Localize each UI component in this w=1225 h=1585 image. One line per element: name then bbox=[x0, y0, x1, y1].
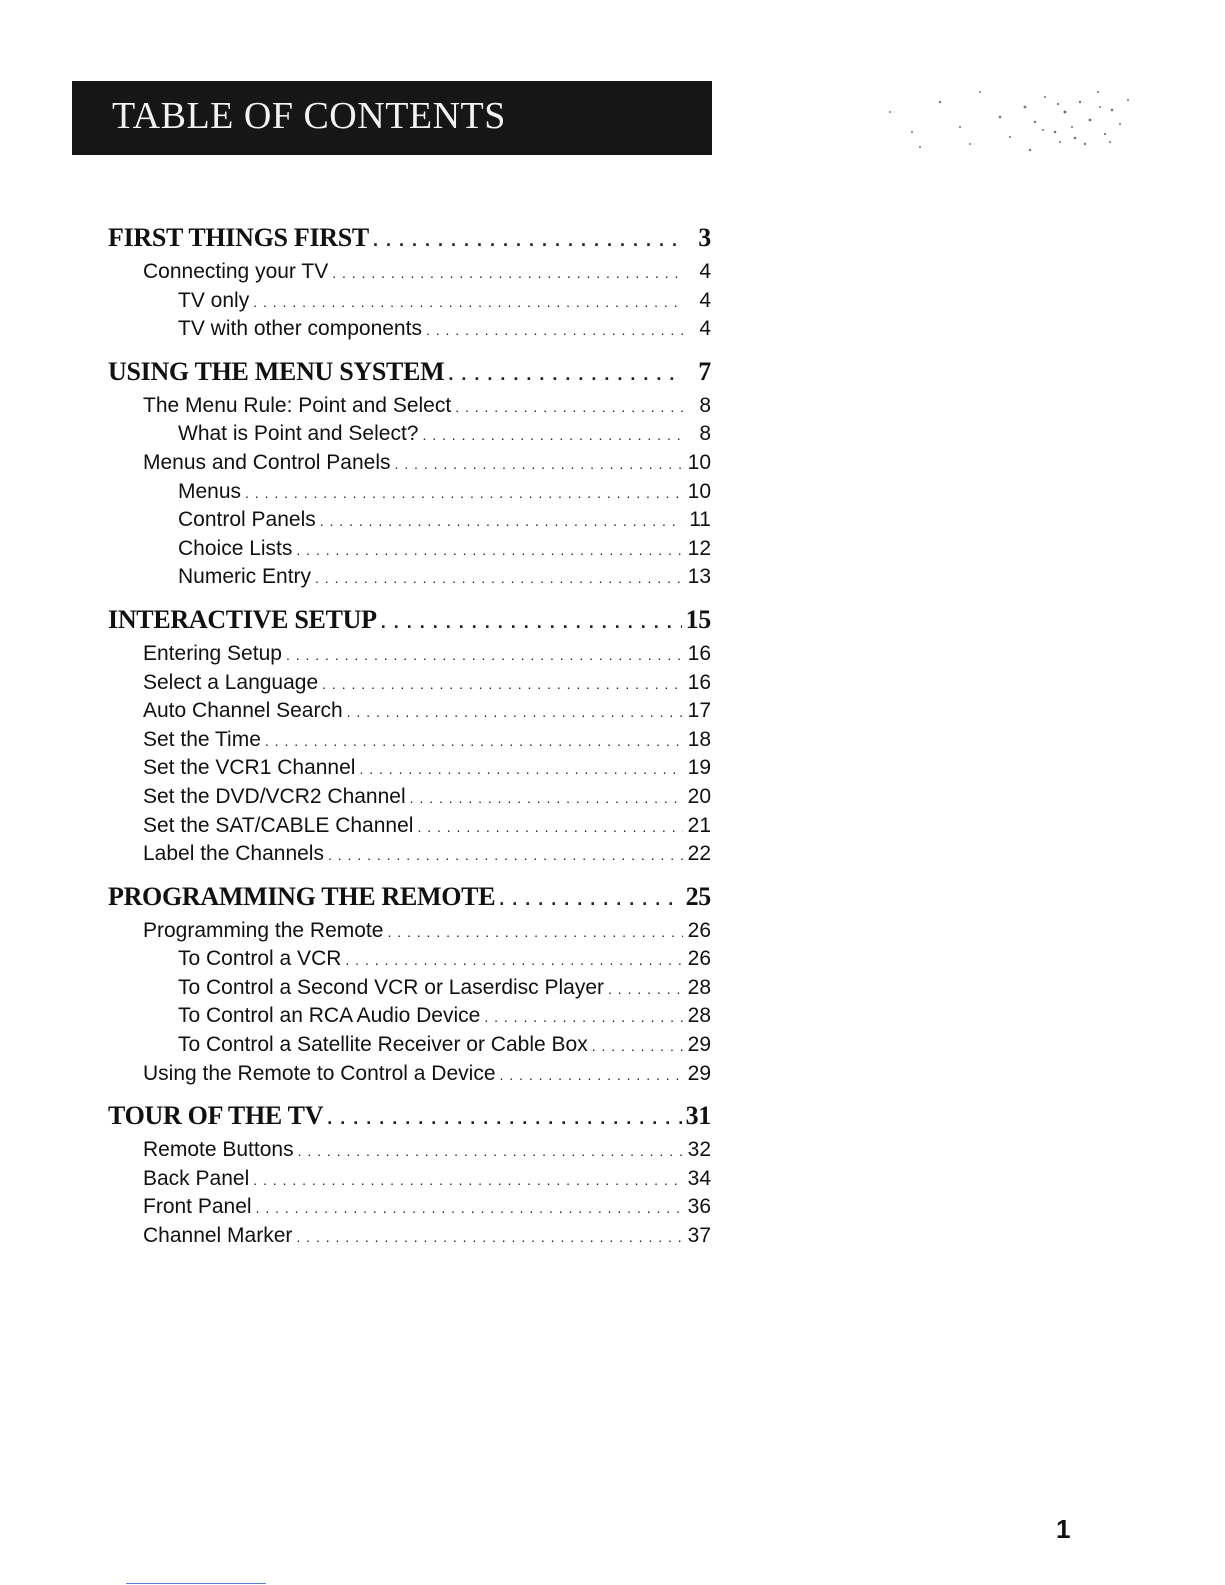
dot-leader bbox=[245, 479, 683, 508]
toc-entry-label: Set the VCR1 Channel bbox=[143, 756, 356, 780]
header-bar bbox=[72, 81, 712, 155]
toc-entry-page: 17 bbox=[687, 699, 711, 723]
dot-leader bbox=[448, 354, 683, 394]
page-number: 1 bbox=[1056, 1514, 1071, 1544]
toc-subentry[interactable] bbox=[108, 535, 711, 564]
dot-leader bbox=[347, 698, 683, 727]
dot-leader bbox=[455, 393, 683, 422]
toc-entry-label: Label the Channels bbox=[143, 842, 324, 866]
toc-entry-page: 13 bbox=[687, 565, 711, 589]
toc-entry-label: Control Panels bbox=[178, 508, 316, 532]
toc-entry-label: To Control a VCR bbox=[178, 947, 342, 971]
toc-entry-label: Set the Time bbox=[143, 727, 261, 751]
toc-entry[interactable] bbox=[108, 258, 711, 287]
toc-entry[interactable] bbox=[108, 392, 711, 421]
dot-leader bbox=[387, 918, 683, 947]
dot-leader bbox=[373, 220, 683, 260]
dot-leader bbox=[296, 536, 683, 565]
toc-entry[interactable] bbox=[108, 812, 711, 841]
toc-entry[interactable] bbox=[108, 697, 711, 726]
dot-leader bbox=[320, 507, 683, 536]
toc-section-heading[interactable] bbox=[108, 352, 711, 392]
toc-entry-page: 12 bbox=[687, 536, 711, 560]
toc-entry-label: Programming the Remote bbox=[143, 918, 384, 942]
toc-entry-page: 26 bbox=[687, 918, 711, 942]
toc-entry-page: 10 bbox=[687, 479, 711, 503]
toc-section bbox=[108, 218, 711, 344]
dot-leader bbox=[499, 879, 681, 919]
toc-section-heading[interactable] bbox=[108, 1096, 711, 1136]
toc-entry-page: 29 bbox=[687, 1061, 711, 1085]
toc-heading-label: FIRST THINGS FIRST bbox=[108, 223, 369, 252]
toc-entry-page: 28 bbox=[687, 975, 711, 999]
dot-leader bbox=[332, 259, 683, 288]
toc-entry-label: Entering Setup bbox=[143, 641, 282, 665]
toc-heading-label: INTERACTIVE SETUP bbox=[108, 604, 377, 634]
toc-entry-page: 10 bbox=[687, 450, 711, 474]
toc-entry-label: Choice Lists bbox=[178, 536, 293, 560]
toc-entry[interactable] bbox=[108, 1222, 711, 1251]
toc-heading-page: 3 bbox=[698, 223, 711, 252]
dot-leader bbox=[592, 1032, 683, 1061]
toc-entry-label: Menus and Control Panels bbox=[143, 450, 391, 474]
dot-leader bbox=[256, 1194, 683, 1223]
toc-entry-label: Remote Buttons bbox=[143, 1138, 294, 1162]
toc-entry-page: 29 bbox=[687, 1033, 711, 1057]
toc-entry-label: Connecting your TV bbox=[143, 260, 329, 283]
toc-section bbox=[108, 352, 711, 592]
toc-entry-page: 26 bbox=[687, 947, 711, 971]
toc-entry-page: 11 bbox=[689, 508, 711, 532]
toc-entry[interactable] bbox=[108, 1193, 711, 1222]
toc-entry-page: 8 bbox=[699, 393, 711, 417]
toc-subentry[interactable] bbox=[108, 506, 711, 535]
toc-entry[interactable] bbox=[108, 840, 711, 869]
toc-section-heading[interactable] bbox=[108, 600, 711, 640]
toc-entry-page: 34 bbox=[687, 1166, 711, 1190]
toc-subentry[interactable] bbox=[108, 974, 711, 1003]
toc-entry-label: Front Panel bbox=[143, 1195, 252, 1219]
toc-entry-label: Numeric Entry bbox=[178, 565, 312, 589]
toc-entry-label: TV with other components bbox=[178, 317, 422, 341]
toc-heading-page: 7 bbox=[698, 356, 711, 386]
toc-subentry[interactable] bbox=[108, 478, 711, 507]
toc-subentry[interactable] bbox=[108, 945, 711, 974]
toc-entry-page: 8 bbox=[699, 422, 711, 446]
toc-entry-label: To Control a Second VCR or Laserdisc Player bbox=[178, 975, 605, 999]
toc-entry[interactable] bbox=[108, 754, 711, 783]
toc-entry-page: 16 bbox=[687, 641, 711, 665]
dot-leader bbox=[296, 1223, 683, 1252]
toc-heading-label: PROGRAMMING THE REMOTE bbox=[108, 881, 496, 911]
toc-entry[interactable] bbox=[108, 783, 711, 812]
toc-subentry[interactable] bbox=[108, 420, 711, 449]
toc-subentry[interactable] bbox=[108, 315, 711, 344]
dot-leader bbox=[298, 1137, 683, 1166]
dot-leader bbox=[608, 975, 683, 1004]
toc-entry-page: 18 bbox=[687, 727, 711, 751]
toc-entry[interactable] bbox=[108, 1136, 711, 1165]
bottom-rule bbox=[126, 1583, 266, 1584]
dot-leader bbox=[322, 670, 683, 699]
dot-leader bbox=[286, 641, 683, 670]
toc-entry-label: To Control an RCA Audio Device bbox=[178, 1004, 481, 1028]
toc-entry[interactable] bbox=[108, 640, 711, 669]
toc-subentry[interactable] bbox=[108, 563, 711, 592]
toc-entry-label: TV only bbox=[178, 288, 250, 312]
toc-entry-page: 28 bbox=[687, 1004, 711, 1028]
toc-entry-page: 21 bbox=[687, 813, 711, 837]
toc-entry-label: Set the DVD/VCR2 Channel bbox=[143, 784, 406, 808]
toc-entry-label: Menus bbox=[178, 479, 242, 503]
dot-leader bbox=[265, 727, 683, 756]
toc-entry[interactable] bbox=[108, 1060, 711, 1089]
dot-leader bbox=[381, 602, 682, 642]
dot-leader bbox=[315, 564, 683, 593]
toc-entry-page: 19 bbox=[687, 756, 711, 780]
toc-entry-page: 36 bbox=[687, 1195, 711, 1219]
toc-subentry[interactable] bbox=[108, 287, 711, 316]
toc-heading-page: 25 bbox=[685, 881, 711, 911]
table-of-contents bbox=[108, 218, 711, 1259]
toc-entry-label: Select a Language bbox=[143, 670, 319, 694]
toc-heading-label: USING THE MENU SYSTEM bbox=[108, 356, 445, 386]
dot-leader bbox=[253, 1166, 683, 1195]
dot-leader bbox=[327, 1098, 681, 1138]
toc-entry-page: 4 bbox=[699, 317, 711, 341]
toc-entry-label: What is Point and Select? bbox=[178, 422, 419, 446]
toc-entry-label: The Menu Rule: Point and Select bbox=[143, 393, 452, 417]
toc-entry-page: 4 bbox=[699, 260, 711, 283]
toc-subentry[interactable] bbox=[108, 1031, 711, 1060]
scan-speckle-decoration bbox=[860, 72, 1140, 162]
toc-entry[interactable] bbox=[108, 726, 711, 755]
toc-entry[interactable] bbox=[108, 1165, 711, 1194]
page-title: TABLE OF CONTENTS bbox=[112, 95, 506, 137]
toc-section bbox=[108, 1096, 711, 1250]
toc-section bbox=[108, 877, 711, 1089]
dot-leader bbox=[345, 946, 683, 975]
toc-entry-page: 22 bbox=[687, 842, 711, 866]
toc-entry[interactable] bbox=[108, 917, 711, 946]
toc-subentry[interactable] bbox=[108, 1002, 711, 1031]
dot-leader bbox=[500, 1061, 684, 1090]
dot-leader bbox=[417, 813, 683, 842]
toc-entry-page: 4 bbox=[699, 288, 711, 312]
dot-leader bbox=[328, 841, 683, 870]
toc-entry-page: 32 bbox=[687, 1138, 711, 1162]
toc-heading-label: TOUR OF THE TV bbox=[108, 1101, 324, 1131]
toc-entry-label: Set the SAT/CABLE Channel bbox=[143, 813, 414, 837]
dot-leader bbox=[484, 1003, 683, 1032]
toc-section bbox=[108, 600, 711, 869]
toc-entry-page: 37 bbox=[687, 1224, 711, 1248]
toc-section-heading[interactable] bbox=[108, 877, 711, 917]
toc-entry-page: 20 bbox=[687, 784, 711, 808]
dot-leader bbox=[359, 755, 683, 784]
toc-entry[interactable] bbox=[108, 669, 711, 698]
toc-entry-label: Using the Remote to Control a Device bbox=[143, 1061, 496, 1085]
toc-entry[interactable] bbox=[108, 449, 711, 478]
dot-leader bbox=[410, 784, 683, 813]
toc-entry-label: To Control a Satellite Receiver or Cable Box bbox=[178, 1033, 588, 1057]
dot-leader bbox=[253, 288, 683, 317]
toc-entry-label: Back Panel bbox=[143, 1166, 250, 1190]
dot-leader bbox=[394, 450, 683, 479]
toc-entry-label: Channel Marker bbox=[143, 1224, 293, 1248]
toc-section-heading[interactable] bbox=[108, 218, 711, 258]
toc-heading-page: 15 bbox=[685, 604, 711, 634]
dot-leader bbox=[426, 316, 683, 345]
toc-heading-page: 31 bbox=[685, 1101, 711, 1131]
toc-entry-page: 16 bbox=[687, 670, 711, 694]
dot-leader bbox=[422, 421, 683, 450]
toc-entry-label: Auto Channel Search bbox=[143, 699, 343, 723]
